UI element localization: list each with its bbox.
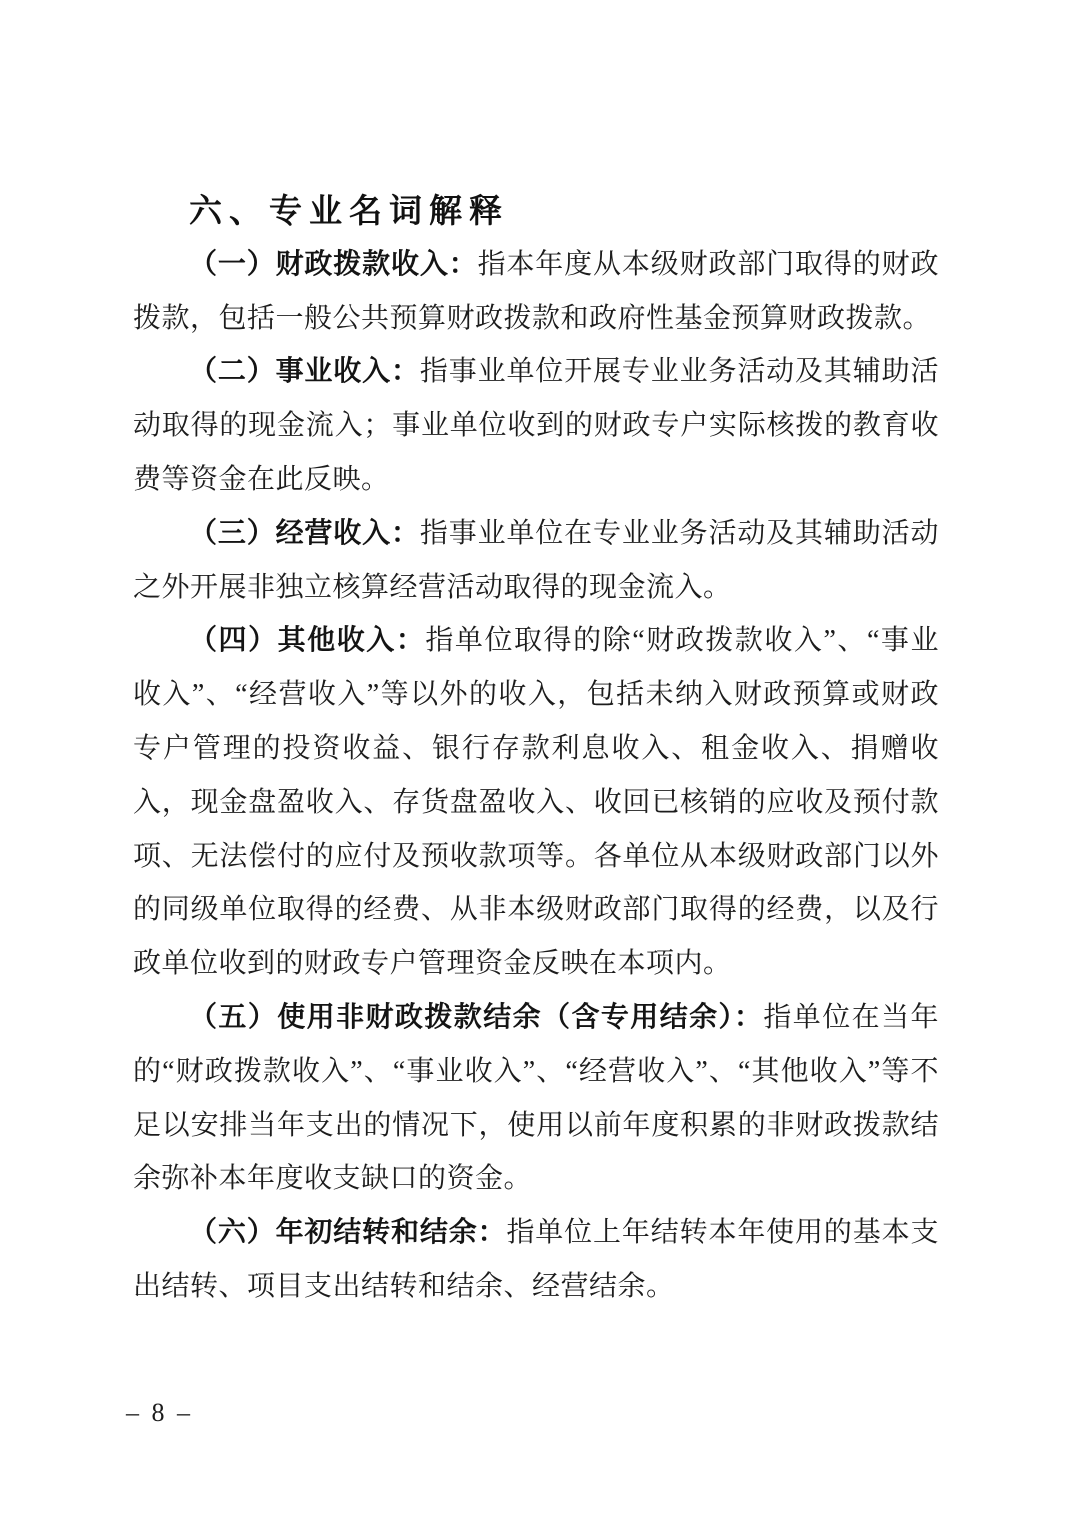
- page-number: – 8 –: [126, 1398, 193, 1427]
- term-label: （四）其他收入：: [189, 625, 426, 657]
- definition-paragraph: [133, 238, 939, 346]
- term-label: （三）经营收入：: [189, 517, 420, 549]
- term-definition: 指单位在当年的“财政拨款收入”、“事业收入”、“经营收入”、“其他收入”等不足以安排当年支出的情况下，使用以前年度积累的非财政拨款结余弥补本年度收支缺口的资金。: [133, 1001, 939, 1195]
- term-label: （六）年初结转和结余：: [189, 1217, 507, 1249]
- term-label: （二）事业收入：: [189, 356, 420, 388]
- term-definition: 指事业单位开展专业业务活动及其辅助活动取得的现金流入；事业单位收到的财政专户实际核拨的教育收费等资金在此反映。: [133, 356, 939, 495]
- definition-paragraph: [133, 507, 939, 615]
- term-label: （五）使用非财政拨款结余（含专用结余）：: [189, 1001, 764, 1033]
- term-definition: 指单位上年结转本年使用的基本支出结转、项目支出结转和结余、经营结余。: [133, 1217, 939, 1302]
- term-definition: 指事业单位在专业业务活动及其辅助活动之外开展非独立核算经营活动取得的现金流入。: [133, 517, 939, 603]
- definition-paragraph: [133, 345, 939, 506]
- document-content: [133, 184, 939, 1314]
- definition-paragraph: [133, 1206, 939, 1314]
- term-definition: 指本年度从本级财政部门取得的财政拨款，包括一般公共预算财政拨款和政府性基金预算财政拨款。: [133, 248, 939, 334]
- term-definition: 指单位取得的除“财政拨款收入”、“事业收入”、“经营收入”等以外的收入，包括未纳入财政预算或财政专户管理的投资收益、银行存款利息收入、租金收入、捐赠收入，现金盘盈收入、存货盘盈收入、收回已核销的应收及预付款项、无法偿付的应付及预收款项等。各单位从本级财政部门以外的同级单位取得的经费、从非本级财政部门取得的经费，以及行政单位收到的财政专户管理资金反映在本项内。: [133, 625, 939, 980]
- section-heading: 六、专业名词解释: [189, 192, 509, 229]
- term-label: （一）财政拨款收入：: [189, 248, 478, 280]
- definition-paragraph: [133, 614, 939, 991]
- definition-paragraph: [133, 991, 939, 1206]
